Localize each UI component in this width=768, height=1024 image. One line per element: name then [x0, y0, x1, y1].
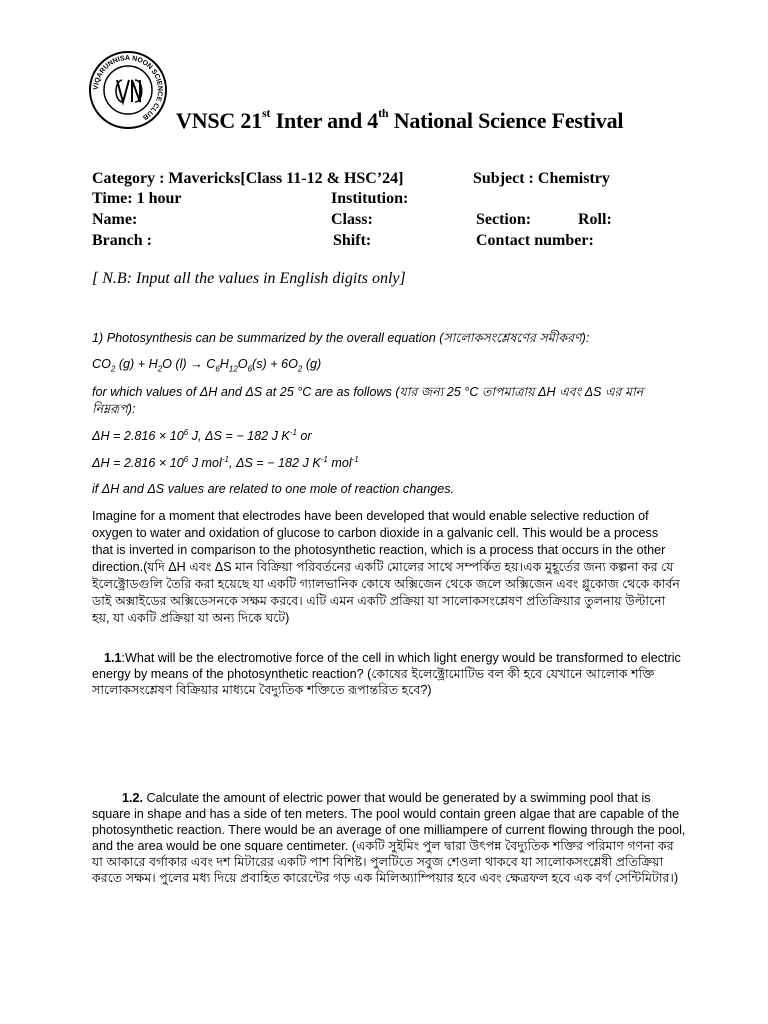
nb-note: [ N.B: Input all the values in English digits only]	[92, 270, 406, 287]
logo-ring-text: VIQARUNNISA NOON SCIENCE CLUB	[92, 54, 164, 121]
branch-label: Branch :	[92, 232, 152, 249]
institution-label: Institution:	[331, 190, 409, 207]
page-title: VNSC 21st Inter and 4th National Science Festival	[176, 106, 624, 133]
name-label: Name:	[92, 211, 138, 228]
photosynthesis-equation: $CO_2$ $(g) + H_2O$ $(l) \to C_6H_{12}O_6(s) + 6O_2$ (g)	[92, 357, 322, 374]
q1-imagine-paragraph: Imagine for a moment that electrodes have been developed that would enable selective reduction of oxygen to water and oxidation of glucose to carbon dioxide in a galvanic cell. This would be a process that is inverted in comparison to the photosynthetic reaction, which is a process that occurs in the other direction.(যদি ΔH এবং ΔS মান বিক্রিয়া পরিবর্তনের একটি মোলের সাথে সম্পর্কিত হয়।এক মুহূর্তের জন্য কল্পনা কর যে ইলেক্ট্রোডগুলি তৈরি করা হয়েছে যা একটি গ্যালভানিক কোষে অক্সিজেন থেকে জলে অক্সিজেন এবং গ্লুকোজ থেকে কার্বন ডাই অক্সাইডের অক্সিডেসনকে সক্ষম করবে। এটি এমন একটি প্রক্রিয়া যা সালোকসংশ্লেষণ প্রতিক্রিয়ার তুলনায় উল্টানো হয়, যা একটি প্রক্রিয়া যা অন্য দিকে ঘটে)	[92, 509, 680, 625]
enthalpy-line-1: $\Delta H = 2.816 \times 10^6$ J, ΔS = − 182 J $K^{-1}$ or	[92, 428, 312, 444]
time-label: Time: 1 hour	[92, 190, 182, 207]
q1-values-intro: for which values of ΔH and ΔS at 25 °C are as follows (যার জন্য 25 °C তাপমাত্রায় ΔH এবং ΔS এর মান নিম্নরূপ):	[92, 385, 644, 416]
roll-label: Roll:	[578, 211, 612, 228]
q1-intro: 1) Photosynthesis can be summarized by the overall equation (সালোকসংশ্লেষণের সমীকরণ):	[92, 331, 590, 345]
category-label: Category : Mavericks[Class 11-12 & HSC’24]	[92, 170, 404, 187]
q1-2-question: 1.2. Calculate the amount of electric power that would be generated by a swimming pool that is square in shape and has a side of ten meters. The pool would contain green algae that are capable of the photosynthetic reaction. There would be an average of one milliampere of current flowing through the pool, and the area would be one square centimeter. (একটি সুইমিং পুল দ্বারা উৎপন্ন বৈদ্যুতিক শক্তির পরিমাণ গণনা কর যা আকারে বর্গাকার এবং দশ মিটারের একটি পাশ বিশিষ্ট। পুলটিতে সবুজ শেওলা থাকবে যা সালোকসংশ্লেষী প্রতিক্রিয়া করতে সক্ষম। পুলের মধ্য দিয়ে প্রবাহিত কারেন্টের গড় এক মিলিঅ্যাম্পিয়ার হবে এবং ক্ষেত্রফল হবে এক বর্গ সেন্টিমিটার।)	[92, 791, 686, 885]
subject-label: Subject : Chemistry	[473, 170, 610, 187]
class-label: Class:	[331, 211, 373, 228]
q1-1-question: 1.1:What will be the electromotive force of the cell in which light energy would be transformed to electric energy by means of the photosynthetic reaction? (কোষের ইলেক্ট্রোমোটিভ বল কী হবে যেখানে আলোক শক্তি সালোকসংশ্লেষণ বিক্রিয়ার মাধ্যমে বৈদ্যুতিক শক্তিতে রূপান্তরিত হবে?)	[92, 651, 681, 697]
q1-relation: if ΔH and ΔS values are related to one mole of reaction changes.	[92, 482, 455, 496]
contact-number-label: Contact number:	[476, 232, 594, 249]
science-club-logo	[88, 50, 168, 130]
section-label: Section:	[476, 211, 532, 228]
shift-label: Shift:	[333, 232, 372, 249]
enthalpy-line-2: $\Delta H = 2.816 \times 10^6$ J mol$^{-1}$, ΔS = − 182 J $K^{-1}$ mol$^{-1}$	[92, 455, 359, 471]
